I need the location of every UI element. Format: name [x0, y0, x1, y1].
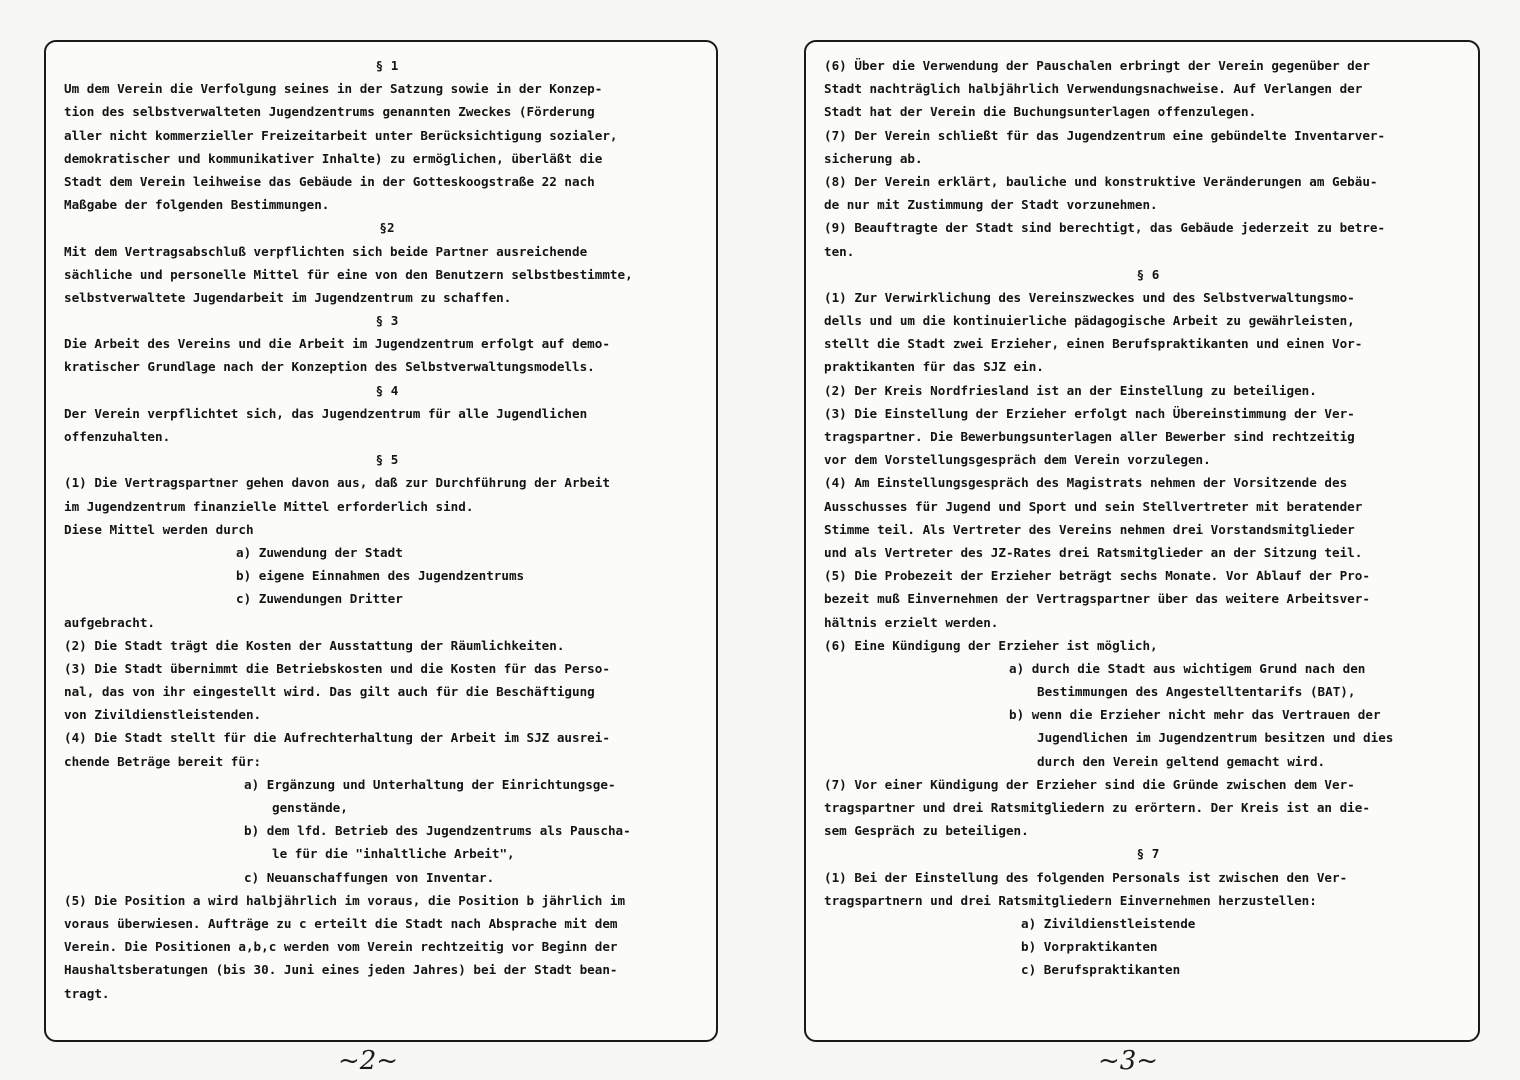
text-line: (3) Die Stadt übernimmt die Betriebskosten und die Kosten für das Perso-: [64, 660, 610, 676]
text-line: ten.: [824, 243, 855, 259]
right-page-text: [824, 54, 1472, 982]
text-line: Um dem Verein die Verfolgung seines in der Satzung sowie in der Konzep-: [64, 81, 603, 97]
text-line: c) Berufspraktikanten: [1021, 962, 1181, 978]
text-line: aller nicht kommerzieller Freizeitarbeit unter Berücksichtigung sozialer,: [64, 127, 618, 143]
text-line: Der Verein verpflichtet sich, das Jugendzentrum für alle Jugendlichen: [64, 405, 588, 421]
text-line: kratischer Grundlage nach der Konzeption des Selbstverwaltungsmodells.: [64, 359, 595, 375]
section-heading: § 3: [375, 313, 399, 329]
text-line: a) Zivildienstleistende: [1021, 915, 1196, 931]
text-line: von Zivildienstleistenden.: [64, 707, 262, 723]
text-line: (3) Die Einstellung der Erzieher erfolgt nach Übereinstimmung der Ver-: [824, 405, 1355, 421]
text-line: (9) Beauftragte der Stadt sind berechtigt, das Gebäude jederzeit zu betre-: [824, 220, 1386, 236]
text-line: b) eigene Einnahmen des Jugendzentrums: [236, 568, 525, 584]
text-line: selbstverwaltete Jugendarbeit im Jugendzentrum zu schaffen.: [64, 289, 512, 305]
text-line: demokratischer und kommunikativer Inhalte) zu ermöglichen, überläßt die: [64, 150, 603, 166]
text-line: (1) Bei der Einstellung des folgenden Personals ist zwischen den Ver-: [824, 869, 1348, 885]
text-line: stellt die Stadt zwei Erzieher, einen Berufspraktikanten und einen Vor-: [824, 336, 1363, 352]
text-line: Maßgabe der folgenden Bestimmungen.: [64, 197, 330, 213]
text-line: offenzuhalten.: [64, 429, 171, 444]
text-line: im Jugendzentrum finanzielle Mittel erforderlich sind.: [64, 498, 474, 514]
text-line: tion des selbstverwalteten Jugendzentrums genannten Zweckes (Förderung: [64, 104, 595, 120]
text-line: (4) Am Einstellungsgespräch des Magistrats nehmen der Vorsitzende des: [824, 475, 1348, 491]
text-line: Haushaltsberatungen (bis 30. Juni eines jeden Jahres) bei der Stadt bean-: [64, 962, 618, 978]
text-line: c) Neuanschaffungen von Inventar.: [244, 869, 495, 885]
text-line: sächliche und personelle Mittel für eine von den Benutzern selbstbestimmte,: [64, 266, 633, 282]
text-line: durch den Verein geltend gemacht wird.: [1037, 753, 1326, 769]
text-line: tragt.: [64, 985, 110, 1001]
text-line: Stadt nachträglich halbjährlich Verwendungsnachweise. Auf Verlangen der: [824, 81, 1363, 97]
page-number-right: ~3~: [1097, 1046, 1159, 1076]
section-heading: § 4: [375, 382, 399, 398]
text-line: sicherung ab.: [824, 150, 923, 166]
text-line: a) durch die Stadt aus wichtigem Grund nach den: [1009, 660, 1366, 676]
text-line: b) Vorpraktikanten: [1021, 939, 1158, 955]
text-line: Verein. Die Positionen a,b,c werden vom Verein rechtzeitig vor Beginn der: [64, 939, 618, 955]
text-line: Ausschusses für Jugend und Sport und sein Stellvertreter mit beratender: [824, 498, 1363, 514]
text-line: b) dem lfd. Betrieb des Jugendzentrums als Pauscha-: [244, 823, 631, 839]
text-line: genstände,: [272, 800, 348, 815]
text-line: Stadt dem Verein leihweise das Gebäude in der Gotteskoogstraße 22 nach: [64, 173, 595, 189]
text-line: Die Arbeit des Vereins und die Arbeit im Jugendzentrum erfolgt auf demo-: [64, 336, 610, 352]
text-line: bezeit muß Einvernehmen der Vertragspartner über das weitere Arbeitsver-: [824, 591, 1370, 607]
text-line: c) Zuwendungen Dritter: [236, 591, 403, 607]
text-line: le für die "inhaltliche Arbeit",: [272, 846, 515, 862]
text-line: a) Zuwendung der Stadt: [236, 544, 403, 560]
text-line: (8) Der Verein erklärt, bauliche und konstruktive Veränderungen am Gebäu-: [824, 173, 1378, 189]
text-line: b) wenn die Erzieher nicht mehr das Vertrauen der: [1009, 707, 1381, 723]
text-line: und als Vertreter des JZ-Rates drei Ratsmitglieder an der Sitzung teil.: [824, 544, 1363, 560]
section-heading: §2: [379, 220, 395, 236]
text-line: praktikanten für das SJZ ein.: [824, 359, 1044, 375]
text-line: a) Ergänzung und Unterhaltung der Einrichtungsge-: [244, 776, 616, 792]
text-line: (7) Der Verein schließt für das Jugendzentrum eine gebündelte Inventarver-: [824, 127, 1386, 143]
left-page: [44, 40, 718, 1042]
text-line: Jugendlichen im Jugendzentrum besitzen und dies: [1037, 730, 1394, 746]
text-line: chende Beträge bereit für:: [64, 753, 262, 769]
section-heading: § 1: [375, 58, 399, 73]
text-line: voraus überwiesen. Aufträge zu c erteilt die Stadt nach Absprache mit dem: [64, 915, 618, 931]
section-heading: § 7: [1136, 846, 1160, 862]
text-line: tragspartnern und drei Ratsmitgliedern Einvernehmen herzustellen:: [824, 892, 1317, 908]
text-line: aufgebracht.: [64, 614, 155, 630]
text-line: (1) Zur Verwirklichung des Vereinszweckes und des Selbstverwaltungsmo-: [824, 289, 1355, 305]
left-page-text: [64, 54, 710, 1005]
text-line: dells und um die kontinuierliche pädagogische Arbeit zu gewährleisten,: [824, 313, 1355, 329]
text-line: sem Gespräch zu beteiligen.: [824, 823, 1029, 839]
text-line: vor dem Vorstellungsgespräch dem Verein vorzulegen.: [824, 452, 1211, 468]
text-line: hältnis erzielt werden.: [824, 614, 999, 630]
text-line: nal, das von ihr eingestellt wird. Das gilt auch für die Beschäftigung: [64, 684, 595, 700]
text-line: de nur mit Zustimmung der Stadt vorzunehmen.: [824, 197, 1158, 213]
text-line: Mit dem Vertragsabschluß verpflichten sich beide Partner ausreichende: [64, 243, 588, 259]
text-line: Bestimmungen des Angestelltentarifs (BAT),: [1037, 684, 1356, 700]
text-line: (6) Eine Kündigung der Erzieher ist möglich,: [824, 637, 1158, 653]
text-line: Diese Mittel werden durch: [64, 521, 254, 537]
right-page: [804, 40, 1480, 1042]
text-line: (2) Der Kreis Nordfriesland ist an der Einstellung zu beteiligen.: [824, 382, 1317, 398]
text-line: Stimme teil. Als Vertreter des Vereins nehmen drei Vorstandsmitglieder: [824, 521, 1355, 537]
section-heading: § 6: [1136, 266, 1160, 282]
text-line: (5) Die Position a wird halbjährlich im voraus, die Position b jährlich im: [64, 892, 626, 908]
text-line: (6) Über die Verwendung der Pauschalen erbringt der Verein gegenüber der: [824, 58, 1370, 73]
text-line: tragspartner und drei Ratsmitgliedern zu erörtern. Der Kreis ist an die-: [824, 800, 1370, 815]
text-line: Stadt hat der Verein die Buchungsunterlagen offenzulegen.: [824, 104, 1257, 120]
text-line: (7) Vor einer Kündigung der Erzieher sind die Gründe zwischen dem Ver-: [824, 776, 1355, 792]
text-line: tragspartner. Die Bewerbungsunterlagen aller Bewerber sind rechtzeitig: [824, 429, 1355, 444]
text-line: (2) Die Stadt trägt die Kosten der Ausstattung der Räumlichkeiten.: [64, 637, 565, 653]
text-line: (4) Die Stadt stellt für die Aufrechterhaltung der Arbeit im SJZ ausrei-: [64, 730, 610, 746]
text-line: (1) Die Vertragspartner gehen davon aus, daß zur Durchführung der Arbeit: [64, 475, 610, 491]
section-heading: § 5: [375, 452, 399, 468]
page-number-left: ~2~: [337, 1046, 399, 1076]
text-line: (5) Die Probezeit der Erzieher beträgt sechs Monate. Vor Ablauf der Pro-: [824, 568, 1370, 584]
